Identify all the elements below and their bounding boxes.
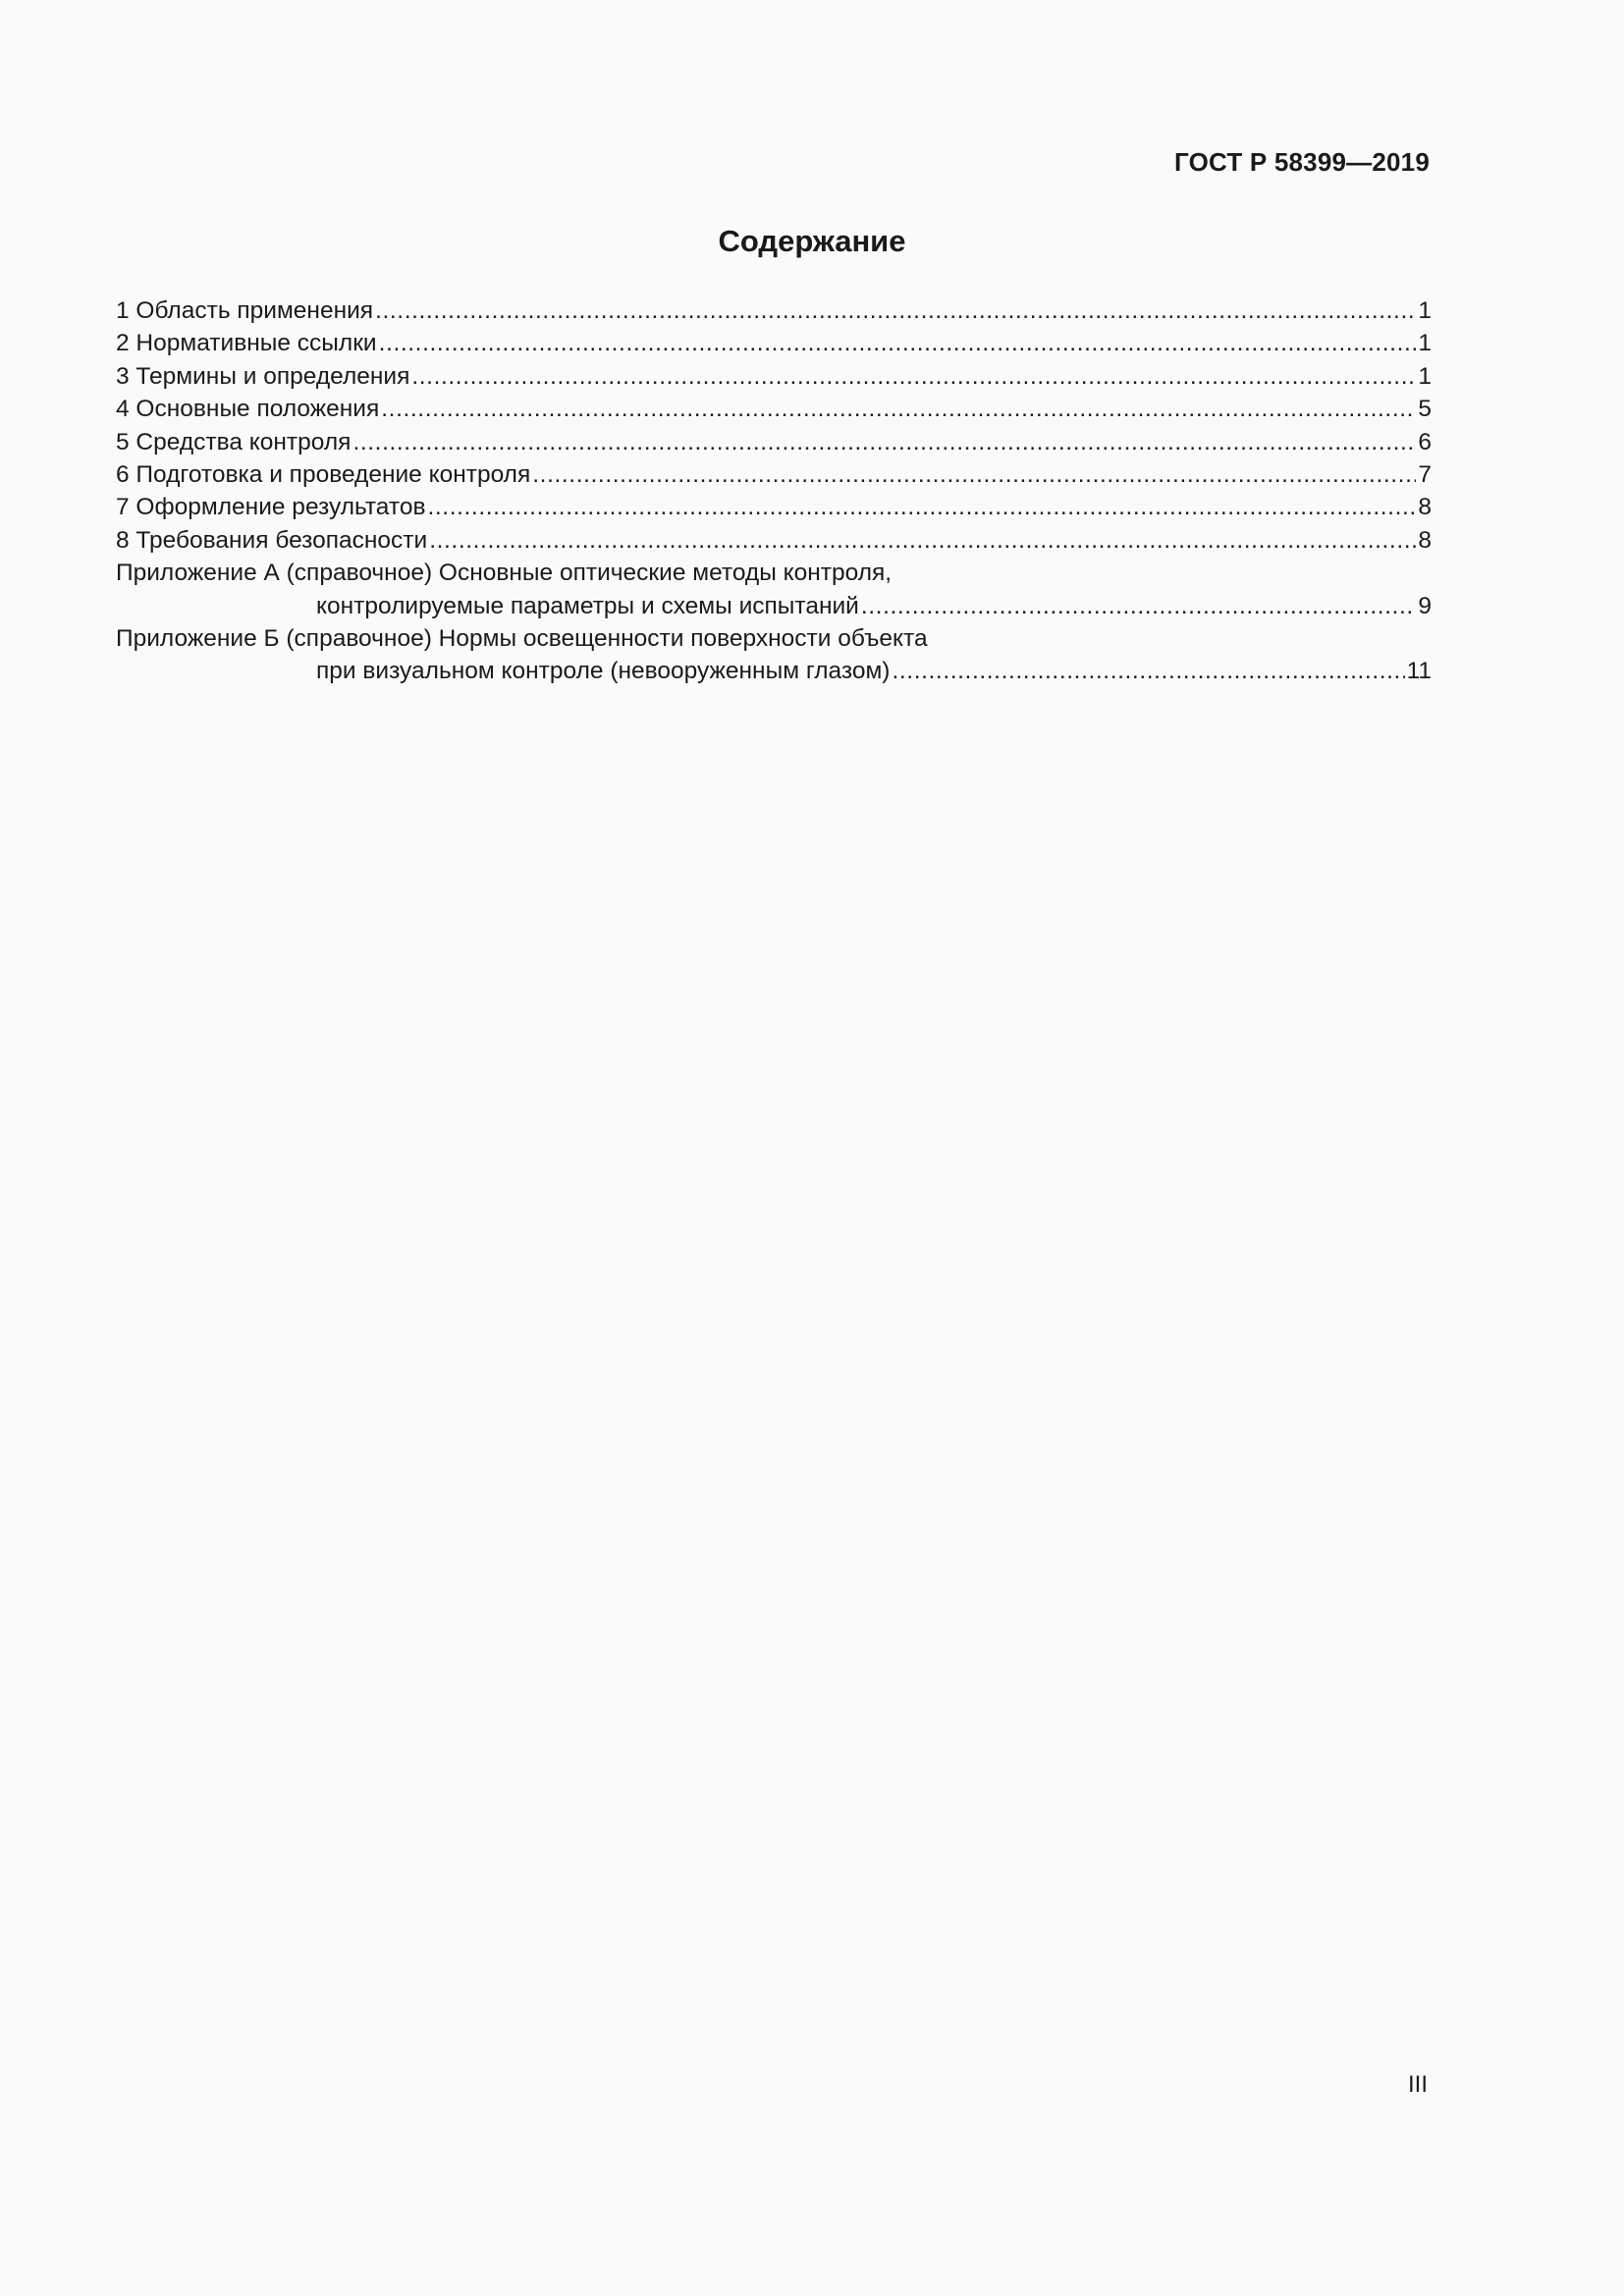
toc-leader-dots [375, 294, 1416, 327]
toc-entry-text: 5 Средства контроля [116, 428, 352, 455]
toc-leader-dots [429, 524, 1416, 557]
toc-leader-dots [379, 327, 1417, 359]
toc-entry-text: Приложение А (справочное) Основные оптические методы контроля, [116, 560, 893, 587]
toc-entry-appendix-b-continuation[interactable] [116, 655, 1432, 687]
toc-entry-appendix-a-continuation[interactable] [116, 590, 1432, 622]
toc-entry-page: 5 [1418, 396, 1432, 423]
toc-entry-results[interactable] [116, 491, 1432, 523]
toc-leader-dots [381, 393, 1416, 425]
toc-entry-safety[interactable] [116, 524, 1432, 557]
toc-entry-text: 3 Термины и определения [116, 362, 410, 390]
toc-entry-page: 1 [1418, 330, 1432, 357]
toc-entry-general-provisions[interactable] [116, 393, 1432, 425]
toc-entry-page: 7 [1418, 460, 1432, 488]
toc-entry-text: при визуальном контроле (невооруженным глазом) [316, 658, 891, 685]
toc-entry-page: 6 [1418, 428, 1432, 455]
toc-leader-dots [427, 491, 1416, 523]
toc-entry-appendix-b[interactable] [116, 622, 1432, 655]
toc-entry-text: Приложение Б (справочное) Нормы освещенности поверхности объекта [116, 624, 928, 652]
toc-entry-page: 1 [1418, 362, 1432, 390]
toc-entry-page: 1 [1418, 297, 1432, 324]
toc-leader-dots [861, 590, 1417, 622]
toc-entry-page: 9 [1418, 592, 1432, 619]
toc-entry-terms[interactable] [116, 360, 1432, 393]
page-number: III [1407, 2071, 1428, 2098]
toc-leader-dots [892, 655, 1404, 687]
toc-entry-appendix-a[interactable] [116, 557, 1432, 589]
toc-entry-control-means[interactable] [116, 426, 1432, 458]
toc-entry-scope[interactable] [116, 294, 1432, 327]
toc-entry-page: 11 [1406, 658, 1432, 685]
toc-leader-dots [411, 360, 1416, 393]
toc-entry-text: 8 Требования безопасности [116, 526, 428, 554]
toc-entry-text: 1 Область применения [116, 297, 374, 324]
toc-entry-text: контролируемые параметры и схемы испытаний [316, 592, 859, 619]
toc-entry-text: 4 Основные положения [116, 396, 380, 423]
toc-leader-dots [352, 426, 1416, 458]
toc-entry-text: 7 Оформление результатов [116, 494, 426, 521]
toc-entry-text: 6 Подготовка и проведение контроля [116, 460, 531, 488]
toc-entry-preparation[interactable] [116, 458, 1432, 491]
toc-leader-dots [532, 458, 1416, 491]
document-header: ГОСТ Р 58399—2019 [1174, 147, 1430, 177]
toc-entry-normative-references[interactable] [116, 327, 1432, 359]
toc-title: Содержание [718, 224, 906, 258]
toc-entry-text: 2 Нормативные ссылки [116, 330, 377, 357]
table-of-contents [116, 294, 1432, 688]
toc-entry-page: 8 [1418, 526, 1432, 554]
toc-entry-page: 8 [1418, 494, 1432, 521]
